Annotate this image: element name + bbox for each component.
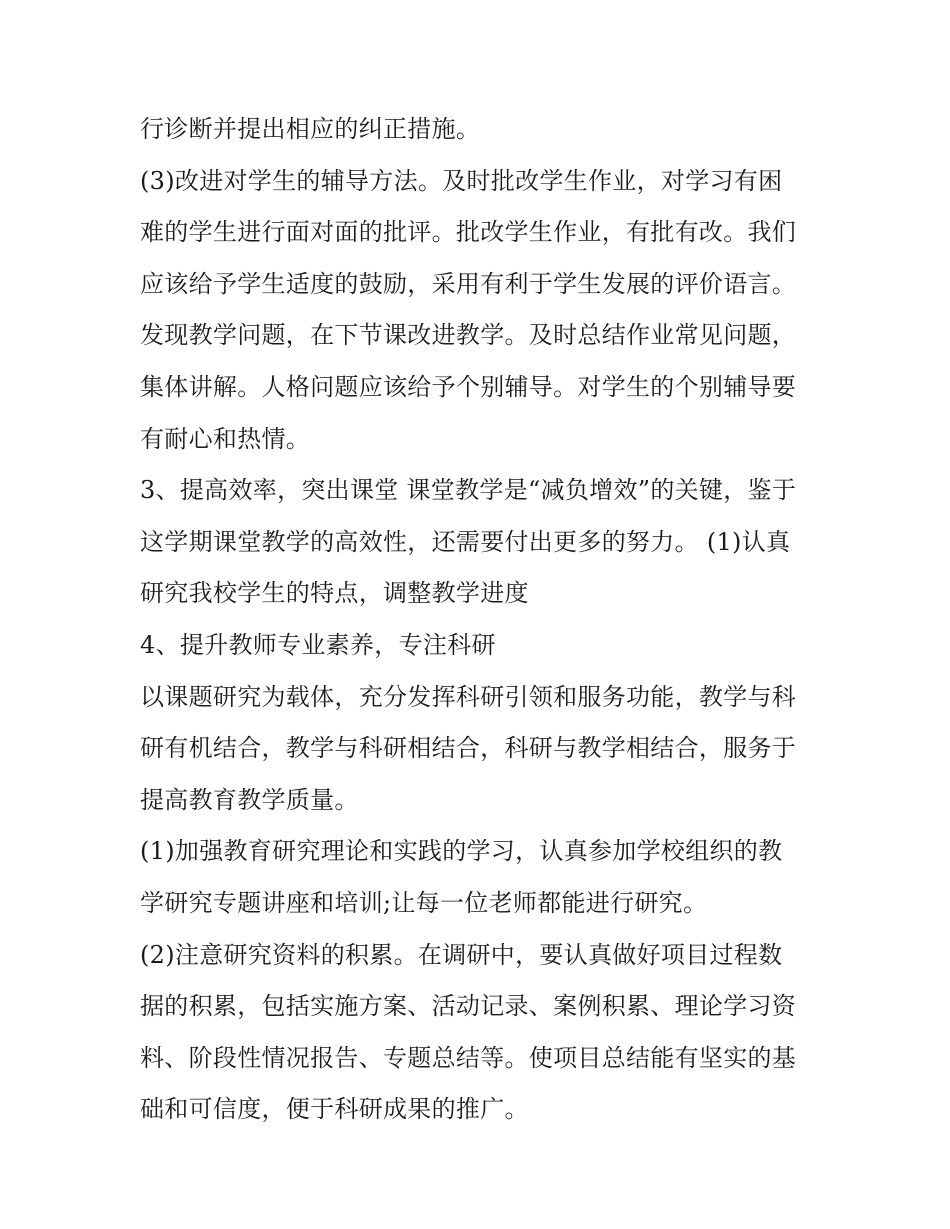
text-line: 行诊断并提出相应的纠正措施。 — [140, 115, 481, 143]
text-line: 集体讲解。人格问题应该给予个别辅导。对学生的个别辅导要 — [140, 372, 797, 401]
text-line: 料、阶段性情况报告、专题总结等。使项目总结能有坚实的基 — [140, 1043, 797, 1072]
text-line: 这学期课堂教学的高效性，还需要付出更多的努力。 (1)认真 — [140, 527, 791, 556]
text-line: (1)加强教育研究理论和实践的学习，认真参加学校组织的教 — [140, 837, 783, 866]
document-body — [140, 104, 820, 1136]
text-line: 据的积累，包括实施方案、活动记录、案例积累、理论学习资 — [140, 992, 797, 1021]
text-line: 应该给予学生适度的鼓励，采用有利于学生发展的评价语言。 — [140, 269, 797, 298]
text-line: 研究我校学生的特点，调整教学进度 — [140, 579, 529, 608]
section-heading-line: 3、提高效率，突出课堂 课堂教学是“减负增效”的关键，鉴于 — [140, 476, 797, 505]
text-line: 有耐心和热情。 — [140, 424, 311, 453]
text-line: 以课题研究为载体，充分发挥科研引领和服务功能，教学与科 — [140, 682, 797, 711]
text-line: 发现教学问题，在下节课改进教学。及时总结作业常见问题， — [140, 321, 797, 350]
text-line: 提高教育教学质量。 — [140, 785, 359, 814]
text-line: 学研究专题讲座和培训;让每一位老师都能进行研究。 — [140, 888, 708, 917]
text-line: (2)注意研究资料的积累。在调研中，要认真做好项目过程数 — [140, 940, 783, 969]
text-line: (3)改进对学生的辅导方法。及时批改学生作业，对学习有困 — [140, 166, 783, 195]
text-line: 研有机结合，教学与科研相结合，科研与教学相结合，服务于 — [140, 734, 797, 763]
section-heading-line: 4、提升教师专业素养，专注科研 — [140, 630, 496, 659]
text-line: 难的学生进行面对面的批评。批改学生作业，有批有改。我们 — [140, 218, 797, 247]
text-line: 础和可信度，便于科研成果的推广。 — [140, 1095, 529, 1124]
